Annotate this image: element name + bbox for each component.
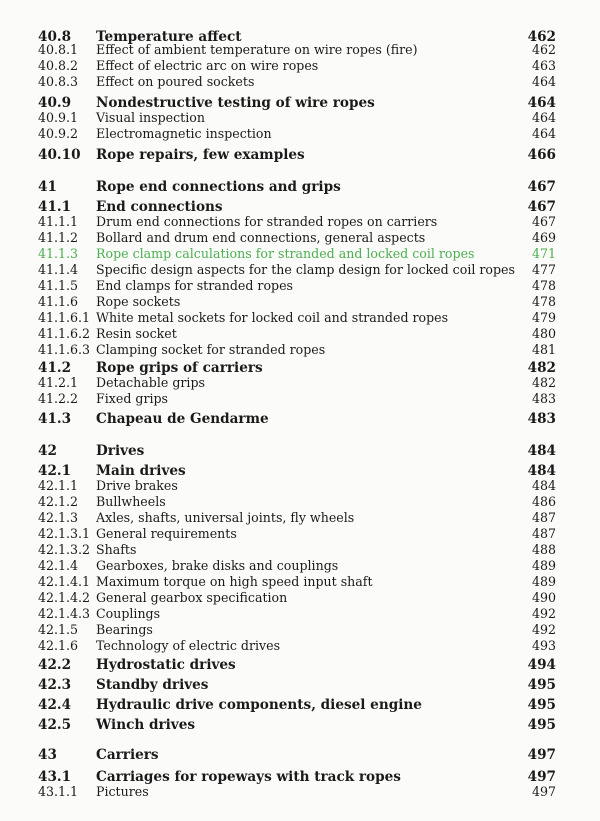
toc-title: Pictures [96, 784, 149, 799]
toc-title: Bullwheels [96, 494, 166, 509]
toc-title: Electromagnetic inspection [96, 126, 272, 141]
toc-page: 486 [531, 494, 556, 509]
toc-entry[interactable] [0, 784, 600, 802]
toc-title: Bearings [96, 622, 153, 637]
toc-page: 478 [531, 278, 556, 293]
toc-page: 471 [531, 246, 556, 261]
toc-title: Shafts [96, 542, 137, 557]
toc-num: 41 [38, 179, 57, 195]
toc-title: Main drives [96, 463, 186, 479]
toc-page: 463 [531, 58, 556, 73]
toc-page: 467 [527, 179, 556, 195]
toc-num: 43.1.1 [38, 784, 79, 799]
toc-entry[interactable] [0, 74, 600, 92]
toc-page: 497 [531, 784, 556, 799]
toc-title: Rope clamp calculations for stranded and locked coil ropes [96, 246, 475, 261]
toc-title: Rope repairs, few examples [96, 147, 305, 163]
toc-page: 478 [531, 294, 556, 309]
toc-page: 488 [531, 542, 556, 557]
toc-title: Visual inspection [96, 110, 205, 125]
toc-num: 42.2 [38, 657, 72, 673]
toc-num: 41.1.4 [38, 262, 79, 277]
toc-title: Resin socket [96, 326, 177, 341]
toc-num: 42.5 [38, 717, 72, 733]
toc-num: 42.1.4 [38, 558, 79, 573]
toc-page: 464 [527, 95, 556, 111]
toc-num: 41.1.5 [38, 278, 79, 293]
toc-title: Carriages for ropeways with track ropes [96, 769, 401, 785]
toc-num: 40.8.1 [38, 42, 79, 57]
toc-page: 483 [531, 391, 556, 406]
toc-title: Effect of ambient temperature on wire ropes (fire) [96, 42, 418, 57]
toc-page: 497 [527, 769, 556, 785]
toc-page: 484 [527, 463, 556, 479]
toc-entry[interactable] [0, 410, 600, 428]
toc-entry[interactable] [0, 146, 600, 164]
toc-page: 483 [527, 411, 556, 427]
toc-page: 477 [531, 262, 556, 277]
toc-num: 42.1.4.2 [38, 590, 91, 605]
toc-num: 42.1 [38, 463, 72, 479]
toc-page: 487 [531, 510, 556, 525]
toc-num: 42.1.3 [38, 510, 79, 525]
toc-num: 41.1 [38, 199, 72, 215]
toc-num: 40.9.2 [38, 126, 79, 141]
toc-title: Fixed grips [96, 391, 169, 406]
toc-num: 41.2.1 [38, 375, 79, 390]
toc-title: Nondestructive testing of wire ropes [96, 95, 375, 111]
toc-entry[interactable] [0, 656, 600, 674]
toc-page: 484 [531, 478, 556, 493]
toc-num: 42.1.3.1 [38, 526, 91, 541]
toc-title: End connections [96, 199, 223, 215]
toc-num: 41.1.2 [38, 230, 79, 245]
toc-num: 41.3 [38, 411, 72, 427]
toc-title: General requirements [96, 526, 237, 541]
toc-title: Detachable grips [96, 375, 205, 390]
toc-num: 42.4 [38, 697, 72, 713]
toc-entry[interactable] [0, 696, 600, 714]
toc-page: 490 [531, 590, 556, 605]
toc-page: 489 [531, 574, 556, 589]
toc-page: 479 [531, 310, 556, 325]
toc-num: 42.1.2 [38, 494, 79, 509]
toc-num: 42.1.1 [38, 478, 79, 493]
toc-num: 41.2.2 [38, 391, 79, 406]
toc-title: Technology of electric drives [96, 638, 281, 653]
toc-num: 41.1.6 [38, 294, 79, 309]
toc-page: 464 [531, 74, 556, 89]
toc-num: 40.9.1 [38, 110, 79, 125]
toc-page: 464 [531, 110, 556, 125]
toc-title: Winch drives [96, 717, 195, 733]
toc-page: 495 [527, 697, 556, 713]
toc-entry[interactable] [0, 746, 600, 764]
toc-entry[interactable] [0, 442, 600, 460]
toc-title: Clamping socket for stranded ropes [96, 342, 326, 357]
toc-entry[interactable] [0, 126, 600, 144]
toc-page: 494 [527, 657, 556, 673]
toc-num: 40.8.3 [38, 74, 79, 89]
toc-page: 480 [531, 326, 556, 341]
toc-title: Carriers [96, 747, 159, 763]
toc-page: 462 [531, 42, 556, 57]
toc-page: 492 [531, 622, 556, 637]
toc-entry[interactable] [0, 676, 600, 694]
toc-title: Rope end connections and grips [96, 179, 341, 195]
toc-title: Bollard and drum end connections, general aspects [96, 230, 426, 245]
toc-page: 487 [531, 526, 556, 541]
toc-title: Drive brakes [96, 478, 178, 493]
toc-num: 42.1.4.3 [38, 606, 91, 621]
toc-title: Rope sockets [96, 294, 181, 309]
toc-page: 464 [531, 126, 556, 141]
toc-entry[interactable] [0, 638, 600, 656]
toc-title: Hydraulic drive components, diesel engine [96, 697, 422, 713]
toc-num: 43.1 [38, 769, 72, 785]
toc-title: Temperature affect [96, 29, 242, 45]
toc-page: 481 [531, 342, 556, 357]
toc-num: 41.1.3 [38, 246, 79, 261]
toc-page: 492 [531, 606, 556, 621]
toc-title: Effect of electric arc on wire ropes [96, 58, 319, 73]
toc-num: 40.10 [38, 147, 81, 163]
toc-page: 495 [527, 717, 556, 733]
toc-num: 40.8.2 [38, 58, 79, 73]
toc-page: 467 [531, 214, 556, 229]
toc-title: Effect on poured sockets [96, 74, 255, 89]
toc-page: 482 [531, 375, 556, 390]
toc-num: 42.1.6 [38, 638, 79, 653]
toc-title: Maximum torque on high speed input shaft [96, 574, 373, 589]
toc-num: 42.3 [38, 677, 72, 693]
toc-num: 42.1.3.2 [38, 542, 91, 557]
toc-title: Drives [96, 443, 145, 459]
toc-page: 489 [531, 558, 556, 573]
toc-num: 42.1.4.1 [38, 574, 91, 589]
toc-entry[interactable] [0, 342, 600, 360]
toc-title: Standby drives [96, 677, 209, 693]
toc-num: 40.9 [38, 95, 72, 111]
toc-page: 467 [527, 199, 556, 215]
toc-num: 41.1.6.2 [38, 326, 91, 341]
toc-title: Gearboxes, brake disks and couplings [96, 558, 339, 573]
toc-num: 41.1.1 [38, 214, 79, 229]
toc-entry[interactable] [0, 178, 600, 196]
toc-title: Specific design aspects for the clamp design for locked coil ropes [96, 262, 515, 277]
toc-page: 484 [527, 443, 556, 459]
toc-page: 469 [531, 230, 556, 245]
toc-page: 495 [527, 677, 556, 693]
toc-title: Drum end connections for stranded ropes on carriers [96, 214, 438, 229]
toc-title: Rope grips of carriers [96, 360, 263, 376]
toc-num: 41.1.6.3 [38, 342, 91, 357]
toc-title: Chapeau de Gendarme [96, 411, 269, 427]
toc-num: 40.8 [38, 29, 72, 45]
toc-page: 493 [531, 638, 556, 653]
toc-title: Axles, shafts, universal joints, fly wheels [96, 510, 355, 525]
toc-page: 497 [527, 747, 556, 763]
toc-num: 43 [38, 747, 57, 763]
toc-num: 41.1.6.1 [38, 310, 91, 325]
toc-num: 42 [38, 443, 57, 459]
toc-page: 482 [527, 360, 556, 376]
toc-title: Couplings [96, 606, 161, 621]
toc-page: 466 [527, 147, 556, 163]
toc-title: White metal sockets for locked coil and stranded ropes [96, 310, 449, 325]
toc-entry[interactable] [0, 391, 600, 409]
toc-num: 42.1.5 [38, 622, 79, 637]
toc-page: 462 [527, 29, 556, 45]
toc-entry[interactable] [0, 716, 600, 734]
toc-num: 41.2 [38, 360, 72, 376]
toc-title: End clamps for stranded ropes [96, 278, 294, 293]
toc-title: General gearbox specification [96, 590, 288, 605]
toc-title: Hydrostatic drives [96, 657, 236, 673]
